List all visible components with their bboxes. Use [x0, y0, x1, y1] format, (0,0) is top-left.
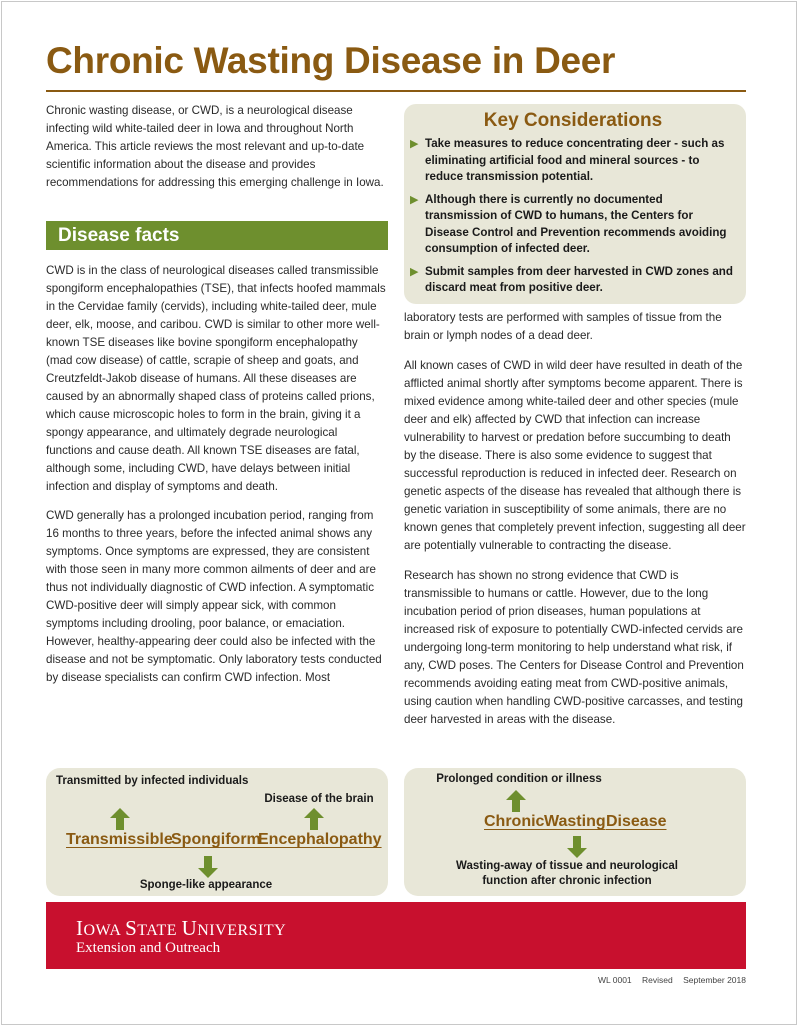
body-paragraph: CWD generally has a prolonged incubation period, ranging from 16 months to three years, before the infected animal shows any symptoms. Once symptoms are expressed, they are consistent with those seen in many more common ailments of deer and are thus not individually diagnostic of CWD infection. A symptomatic CWD-positive deer will simply appear sick, with common symptoms including drooling, poor balance, or emaciation. However, healthy-appearing deer could also be infected with the disease and not be symptomatic. Only laboratory tests conducted by disease specialists can confirm CWD infection. Most: [46, 509, 382, 684]
key-consideration-text: Submit samples from deer harvested in CWD zones and discard meat from positive deer.: [425, 264, 733, 294]
right-column: [404, 309, 746, 729]
sponge-label: Sponge-like appearance: [139, 879, 273, 891]
arrow-up-icon: [304, 808, 324, 830]
triangle-bullet-icon: ▶: [410, 265, 419, 278]
arrow-down-icon: [567, 836, 587, 858]
key-considerations-box: [404, 104, 746, 304]
extension-outreach-label: Extension and Outreach: [76, 940, 221, 956]
arrow-down-icon: [198, 856, 218, 878]
intro-paragraph: Chronic wasting disease, or CWD, is a neurological disease infecting wild white-tailed deer in Iowa and throughout North America. This article reviews the most relevant and up-to-date scientific information about the disease and provides recommendations for addressing this emerging challenge in Iowa.: [46, 104, 384, 189]
key-considerations-title: Key Considerations: [483, 110, 663, 131]
key-consideration-text: Take measures to reduce concentrating deer - such as eliminating artificial food and mineral sources - to reduce transmission potential.: [425, 137, 725, 183]
key-consideration-text: Although there is currently no documented transmission of CWD to humans, the Centers for Disease Control and Prevention recommends avoiding consumption of infected deer.: [425, 192, 727, 255]
doc-revision: Revised: [642, 975, 673, 985]
body-paragraph: All known cases of CWD in wild deer have resulted in death of the afflicted animal shortly after symptoms become apparent. There is mixed evidence among white-tailed deer and other species (mule deer and elk) affected by CWD that infection can increase vulnerability to harvest or predation before succumbing to death by the disease. There is also some evidence to suggest that successful reproduction is reduced in infected deer. Research on genetic aspects of the disease has revealed that although there is genetic variation in susceptibility of some animals, there are no known genes that completely prevent infection, suggesting all deer are potentially vulnerable to contracting the disease.: [404, 359, 746, 552]
wordmark-initial: U: [181, 916, 198, 940]
document-id: [598, 975, 746, 985]
body-paragraph: CWD is in the class of neurological diseases called transmissible spongiform encephalopathies (TSE), that infects hoofed mammals in the Cervidae family (cervids), including white-tailed deer, mule deer, elk, moose, and caribou. CWD is similar to other more well-known TSE diseases like bovine spongiform encephalopathy (mad cow disease) of cattle, scrapie of sheep and goats, and Creutzfeldt-Jakob disease of humans. All these diseases are caused by an abnormally shaped class of proteins called prions, which cause microscopic holes to form in the brain, giving it a spongy appearance, and ultimately degrade neurological functions and cause death. All known TSE diseases are fatal, although some, including CWD, have delays between initial infection and display of symptoms and death.: [46, 264, 386, 493]
brain-label: Disease of the brain: [264, 793, 374, 805]
wordmark-initial: S: [125, 916, 138, 940]
tse-acronym-diagram: [46, 768, 388, 896]
left-column: [46, 262, 386, 687]
wordmark-smallcaps: TATE: [137, 922, 182, 939]
isu-footer-band: [46, 902, 746, 969]
page-title: Chronic Wasting Disease in Deer: [46, 40, 616, 81]
transmitted-label: Transmitted by infected individuals: [56, 775, 249, 787]
key-consideration-item: [410, 192, 736, 258]
triangle-bullet-icon: ▶: [410, 193, 419, 206]
isu-wordmark: [76, 916, 286, 941]
triangle-bullet-icon: ▶: [410, 138, 419, 150]
wordmark-smallcaps: NIVERSITY: [197, 922, 287, 939]
key-consideration-item: [410, 264, 736, 297]
doc-date: September 2018: [683, 975, 746, 985]
body-paragraph: Research has shown no strong evidence that CWD is transmissible to humans or cattle. However, due to the long incubation period of prion diseases, human populations at increased risk of exposure to potentially CWD-infected cervids are undergoing long-term monitoring to help understand what risk, if any, CWD poses. The Centers for Disease Control and Prevention recommends avoiding eating meat from CWD-positive animals, using caution when handling CWD-positive carcasses, and testing deer harvested in areas with the disease.: [404, 569, 744, 726]
prolonged-label: Prolonged condition or illness: [436, 773, 602, 785]
body-paragraph: laboratory tests are performed with samples of tissue from the brain or lymph nodes of a dead deer.: [404, 311, 722, 342]
term-transmissible: Transmissible: [66, 831, 173, 848]
section-heading-disease-facts: Disease facts: [46, 221, 388, 250]
wordmark-initial: I: [76, 916, 84, 940]
term-encephalopathy: Encephalopathy: [258, 831, 382, 848]
arrow-up-icon: [110, 808, 130, 830]
doc-number: WL 0001: [597, 975, 632, 985]
cwd-acronym-diagram: [404, 768, 746, 896]
term-spongiform: Spongiform: [171, 831, 261, 848]
term-chronic: Chronic: [484, 813, 545, 830]
arrow-up-icon: [506, 790, 526, 812]
wordmark-smallcaps: OWA: [83, 922, 126, 939]
term-wasting: Wasting: [544, 813, 606, 830]
title-rule: [46, 90, 746, 92]
term-disease: Disease: [606, 813, 667, 830]
wasting-label: Wasting-away of tissue and neurological function after chronic infection: [456, 860, 678, 887]
key-consideration-item: [410, 136, 736, 186]
